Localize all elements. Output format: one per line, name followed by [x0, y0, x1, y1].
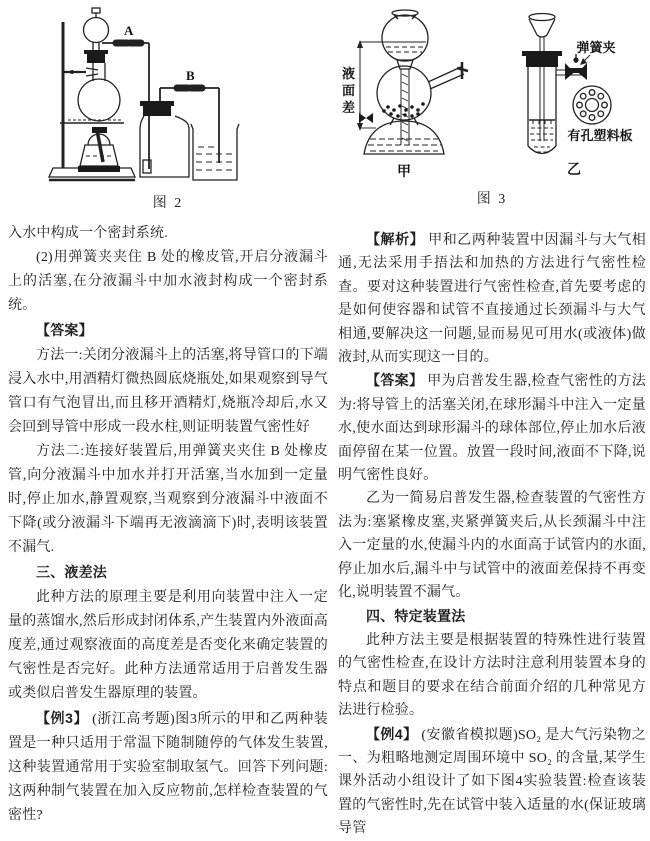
paragraph	[338, 605, 646, 629]
perforated-plate-label: 有孔塑料板	[567, 128, 633, 143]
text-run: 此种方法的原理主要是利用向装置中注入一定量的蒸馏水,然后形成封闭体系,产生装置内外液面高度差,通过观察液面的高度差是否变化来确定装置的气密性是否完好。此种方法通常适用于启普发生器或类似启普发生器原理的装置。	[8, 590, 328, 701]
fig3-apparatus-drawing	[338, 4, 650, 182]
paragraph	[338, 723, 646, 841]
paragraph	[8, 222, 328, 246]
paragraph	[338, 369, 646, 487]
right-column	[338, 4, 646, 841]
paragraph	[338, 629, 646, 723]
text-run: 此种方法主要是根据装置的特殊性进行装置的气密性检查,在设计方法时注意利用装置本身的特点和题目的要求在结合前面介绍的几种常见方法进行检验。	[338, 632, 646, 719]
spring-clamp-label: 弹簧夹	[576, 40, 616, 55]
bold-label: 【例4】	[366, 725, 418, 742]
fig3-jia-label: 甲	[397, 163, 411, 179]
left-column	[8, 4, 328, 841]
beaker	[191, 124, 239, 180]
figure-3	[338, 4, 646, 208]
fig2-label-a: A	[124, 23, 134, 38]
two-column-layout	[8, 4, 646, 841]
left-text-block	[8, 222, 328, 828]
fig3-yi-label: 乙	[567, 161, 581, 177]
paragraph	[8, 344, 328, 440]
paragraph	[338, 487, 646, 604]
text-run: 方法一:关闭分液漏斗上的活塞,将导管口的下端浸入水中,用酒精灯微热圆底烧瓶处,如果观察到导气管口有气泡冒出,而且移开酒精灯,烧瓶冷却后,水又会回到导管中形成一段水柱,则证明装置气密性好	[8, 348, 328, 435]
figure-2	[8, 4, 328, 212]
text-run: 乙为一简易启普发生器,检查装置的气密性方法为:塞紧橡皮塞,夹紧弹簧夹后,从长颈漏斗中注入一定量的水,使漏斗内的水面高于试管内的水面,停止加水后,漏斗中与试管中的液面差保持不再变化,说明装置不漏气。	[338, 491, 646, 601]
paragraph	[8, 246, 328, 318]
paragraph	[8, 586, 328, 706]
text-run: (浙江高考题)图3所示的甲和乙两种装置是一种只适用于常温下随制随停的气体发生装置,这种装置通常用于实验室制取氢气。回答下列问题:这两种制气装置在加入反应物前,怎样检查装置的气密性?	[8, 712, 329, 823]
bold-label: 【答案】	[366, 372, 424, 389]
kipp-generator	[359, 10, 468, 154]
bold-label: 四、特定装置法	[366, 607, 466, 624]
flask-stopper	[84, 50, 108, 63]
right-text-block	[338, 228, 646, 841]
bold-label: 【例3】	[36, 710, 89, 726]
text-run: (安徽省模拟题)SO₂ 是大气污染物之一、为粗略地测定周围环境中 SO₂ 的含量,某学生课外活动小组设计了如下图4实验装置:检查该装置的气密性时,先在试管中装入适量的水(保证玻璃导管	[338, 727, 646, 837]
bold-label: 【解析】	[366, 231, 425, 247]
level-diff-char-1: 液	[342, 66, 356, 81]
fig3-caption: 图 3	[476, 192, 508, 207]
perforated-plate-detail	[573, 86, 611, 124]
text-run: 甲为启普发生器,检查气密性的方法为:将导管上的活塞关闭,在球形漏斗中注入一定量水,使水面达到球形漏斗的球体部位,停止加水后液面停留在某一位置。放置一段时间,液面不下降,说明气密性良好。	[338, 374, 646, 484]
spring-clamp	[565, 54, 587, 80]
text-run: 甲和乙两种装置中因漏斗与大气相通,无法采用手捂法和加热的方法进行气密性检查。要对这种装置进行气密性检查,首先要考虑的是如何使容器和试管不直接通过长颈漏斗与大气相通,要解决这一问题,显而易见可用水(或液体)做液封,从而实现这一目的。	[338, 233, 646, 366]
level-diff-char-3: 差	[342, 100, 356, 115]
fig2-caption: 图 2	[152, 196, 184, 211]
gas-bottle	[140, 101, 189, 177]
level-diff-char-2: 面	[342, 83, 356, 98]
text-run: 入水中构成一个密封系统.	[8, 226, 168, 241]
fig2-label-b: B	[186, 68, 195, 83]
paragraph	[8, 318, 328, 344]
paragraph	[8, 440, 328, 560]
text-run: 方法二:连接好装置后,用弹簧夹夹住 B 处橡皮管,向分液漏斗中加水并打开活塞,当水加到一定量时,停止加水,静置观察,当观察到分液漏斗中液面不下降(或分液漏斗下端再无液滴滴下)时,表明该装置不漏气.	[8, 444, 328, 555]
bold-label: 三、液差法	[36, 564, 107, 580]
bold-label: 【答案】	[36, 322, 93, 338]
paragraph	[338, 228, 646, 369]
text-run: (2)用弹簧夹夹住 B 处的橡皮管,开启分液漏斗上的活塞,在分液漏斗中加水液封构成一个密封系统。	[8, 250, 328, 313]
paragraph	[8, 706, 328, 828]
fig2-apparatus-drawing	[8, 4, 308, 184]
alcohol-lamp	[78, 127, 120, 172]
paragraph	[8, 560, 328, 586]
